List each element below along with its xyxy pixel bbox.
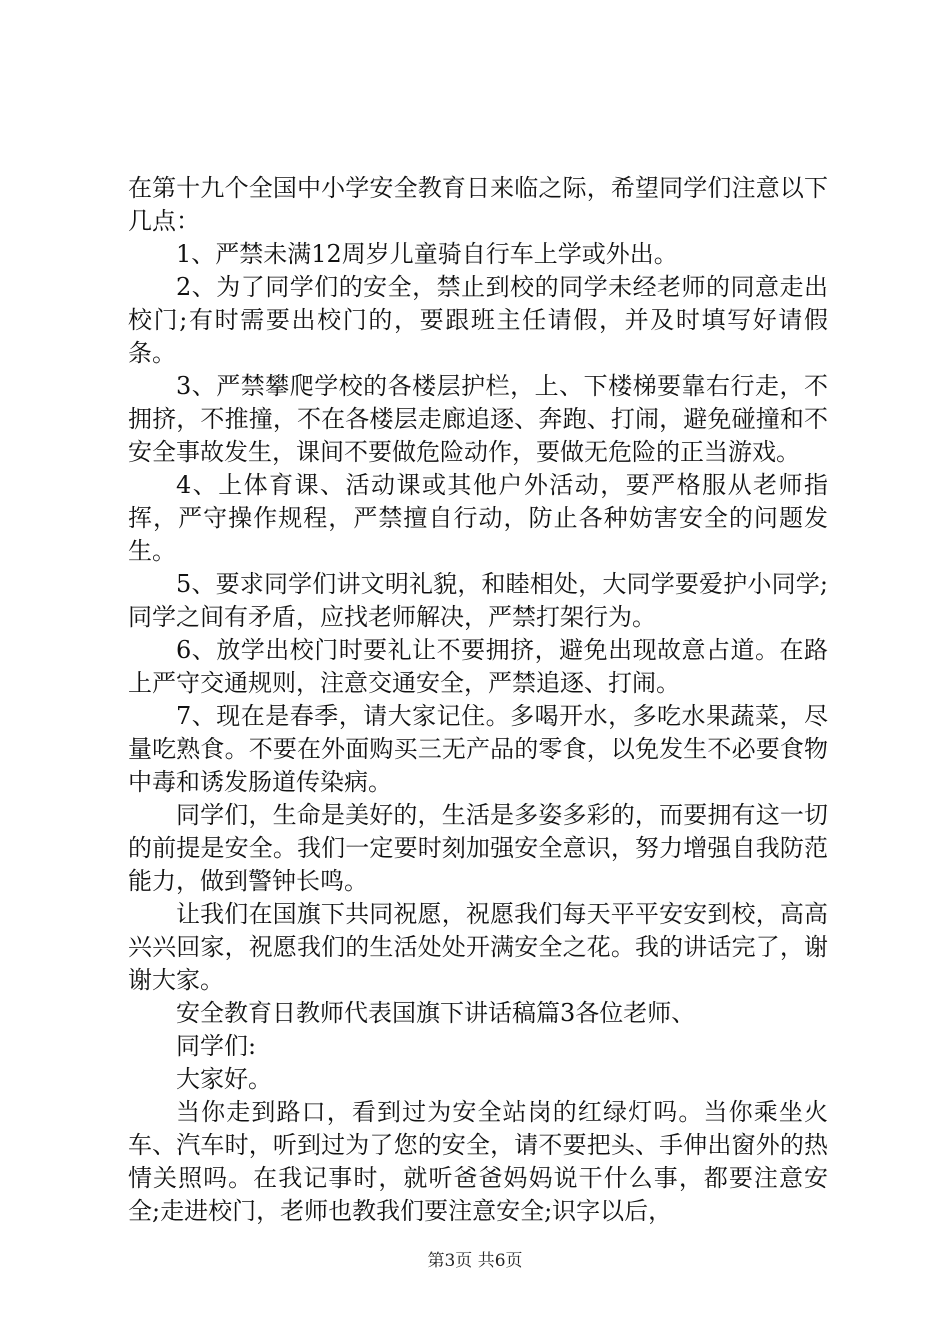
document-body — [128, 172, 828, 1228]
paragraph-item-1: 1、严禁未满12周岁儿童骑自行车上学或外出。 — [176, 240, 678, 268]
section-heading: 安全教育日教师代表国旗下讲话稿篇3各位老师、 — [176, 999, 696, 1027]
paragraph-item-6: 6、放学出校门时要礼让不要拥挤，避免出现故意占道。在路上严守交通规则，注意交通安全，严禁追逐、打闹。 — [128, 636, 828, 697]
paragraph-speech-start: 当你走到路口，看到过为安全站岗的红绿灯吗。当你乘坐火车、汽车时，听到过为了您的安全，请不要把头、手伸出窗外的热情关照吗。在我记事时，就听爸爸妈妈说干什么事，都要注意安全;走进校门，老师也教我们要注意安全;识字以后， — [128, 1098, 828, 1225]
greeting: 大家好。 — [176, 1065, 272, 1093]
paragraph-item-3: 3、严禁攀爬学校的各楼层护栏，上、下楼梯要靠右行走，不拥挤，不推撞，不在各楼层走廊追逐、奔跑、打闹，避免碰撞和不安全事故发生，课间不要做危险动作，要做无危险的正当游戏。 — [128, 372, 828, 466]
paragraph-item-7: 7、现在是春季，请大家记住。多喝开水，多吃水果蔬菜，尽量吃熟食。不要在外面购买三无产品的零食，以免发生不必要食物中毒和诱发肠道传染病。 — [128, 702, 828, 796]
paragraph-item-2: 2、为了同学们的安全，禁止到校的同学未经老师的同意走出校门;有时需要出校门的，要跟班主任请假，并及时填写好请假条。 — [128, 273, 828, 367]
page-number: 第3页 共6页 — [427, 1251, 523, 1271]
paragraph-item-5: 5、要求同学们讲文明礼貌，和睦相处，大同学要爱护小同学;同学之间有矛盾，应找老师解决，严禁打架行为。 — [128, 570, 828, 631]
paragraph-item-4: 4、上体育课、活动课或其他户外活动，要严格服从老师指挥，严守操作规程，严禁擅自行动，防止各种妨害安全的问题发生。 — [128, 471, 828, 565]
salutation: 同学们: — [176, 1032, 257, 1060]
paragraph-intro: 在第十九个全国中小学安全教育日来临之际，希望同学们注意以下几点： — [128, 174, 828, 235]
paragraph-conclusion: 同学们，生命是美好的，生活是多姿多彩的，而要拥有这一切的前提是安全。我们一定要时刻加强安全意识，努力增强自我防范能力，做到警钟长鸣。 — [128, 801, 828, 895]
paragraph-closing: 让我们在国旗下共同祝愿，祝愿我们每天平平安安到校，高高兴兴回家，祝愿我们的生活处处开满安全之花。我的讲话完了，谢谢大家。 — [128, 900, 828, 994]
